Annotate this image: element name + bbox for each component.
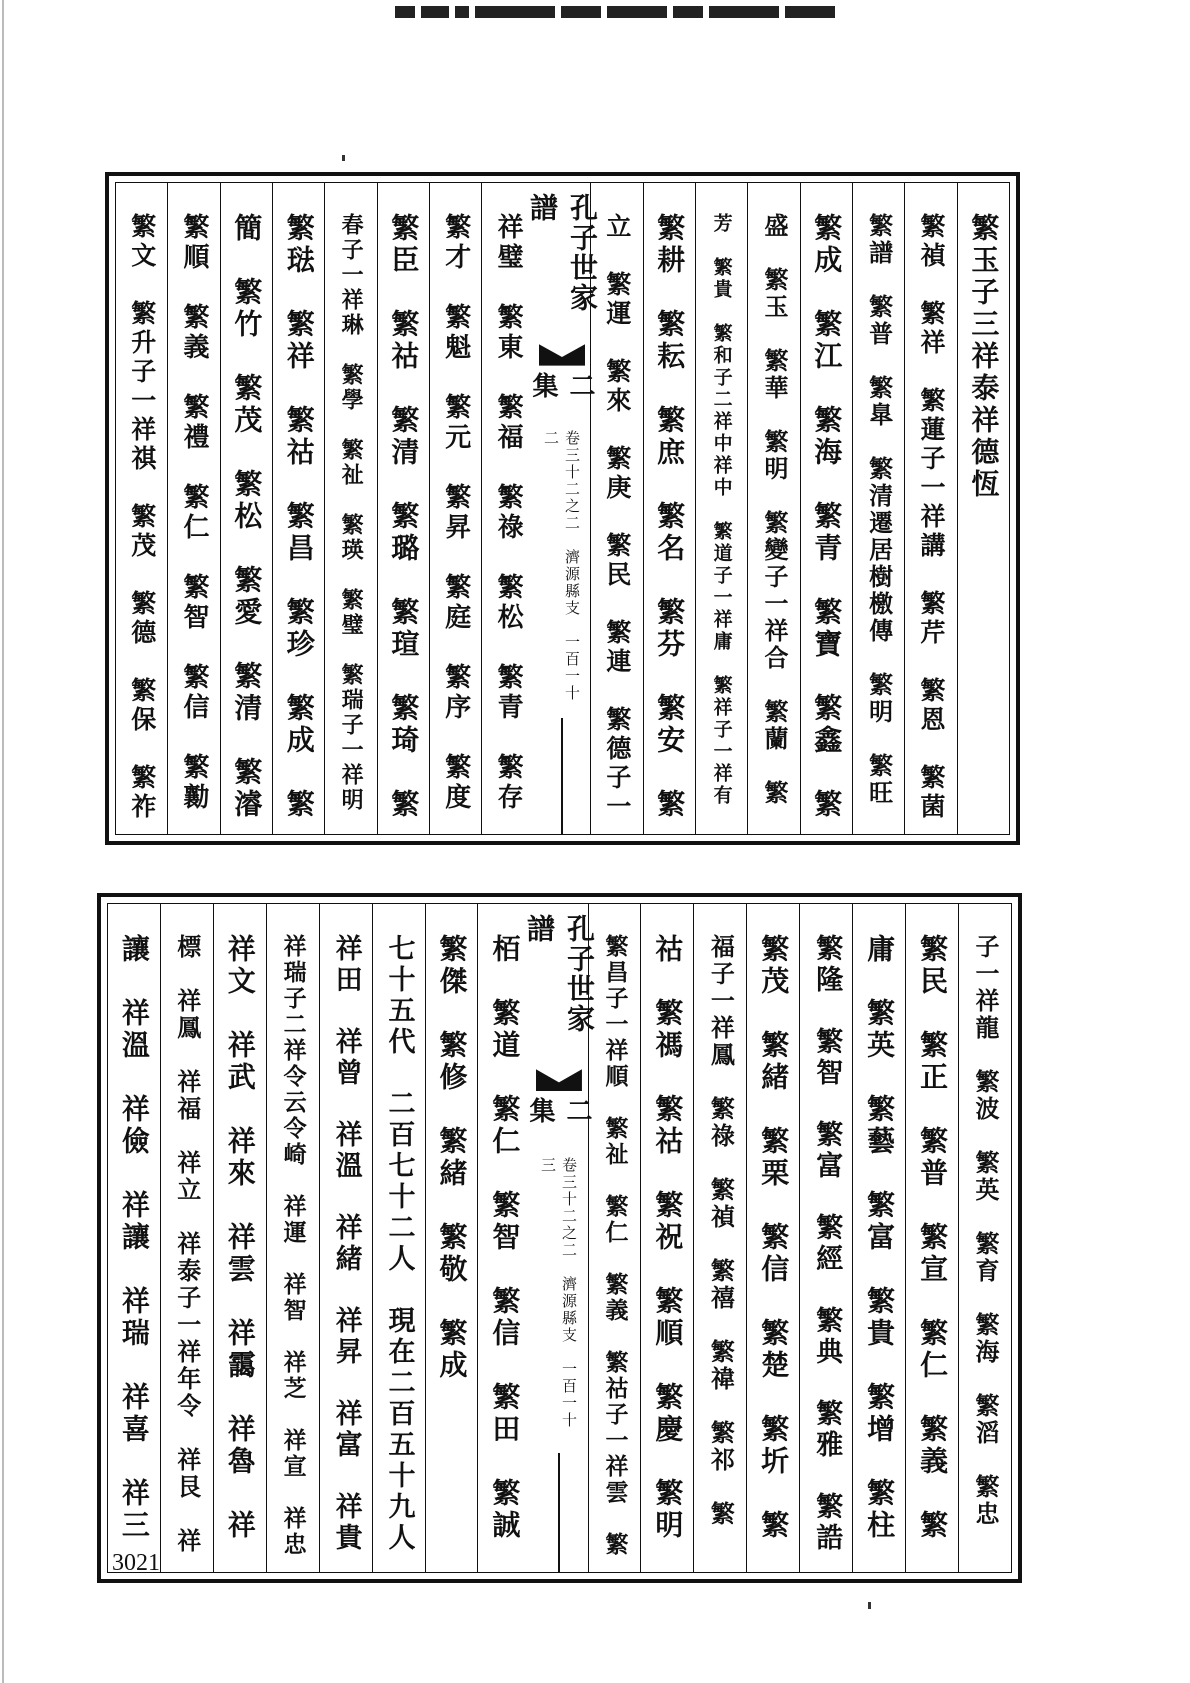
page-number: 3021 xyxy=(112,1550,160,1576)
genealogy-column xyxy=(319,904,372,1572)
spine-volume-info: 卷三十二之二 濟源縣支 一百一十二 xyxy=(542,429,581,702)
genealogy-column xyxy=(958,904,1011,1572)
genealogy-column xyxy=(746,904,799,1572)
genealogy-column xyxy=(477,904,530,1572)
genealogy-column xyxy=(266,904,319,1572)
column-text: 祥田 祥曾 祥溫 祥緒 祥昇 祥富 祥貴 xyxy=(330,934,362,1554)
genealogy-column xyxy=(324,183,376,834)
fish-tail-mark xyxy=(536,1069,582,1091)
column-text: 繁茂 繁緒 繁栗 繁信 繁楚 繁圻 繁 xyxy=(757,934,791,1542)
spine-column xyxy=(526,183,600,834)
column-text: 立 繁運 繁來 繁庚 繁民 繁連 繁德子一 xyxy=(602,213,632,822)
stray-mark xyxy=(868,1602,871,1609)
cropped-header-strip xyxy=(395,4,940,20)
column-text: 繁傑 繁修 繁緒 繁敬 繁成 xyxy=(435,934,469,1382)
column-text: 繁順 繁義 繁禮 繁仁 繁智 繁信 繁勷 xyxy=(179,213,210,813)
genealogy-column xyxy=(800,183,852,834)
genealogy-column xyxy=(429,183,481,834)
column-text: 繁民 繁正 繁普 繁宣 繁仁 繁義 繁 xyxy=(916,934,950,1542)
column-text: 簡 繁竹 繁茂 繁松 繁愛 繁清 繁濬 xyxy=(230,213,264,821)
column-grid-upper xyxy=(115,182,1010,835)
genealogy-column xyxy=(377,183,429,834)
genealogy-column xyxy=(643,183,695,834)
genealogy-column xyxy=(799,904,852,1572)
column-text: 繁琺 繁祥 繁祜 繁昌 繁珍 繁成 繁 xyxy=(282,213,316,821)
column-text: 七十五代 二百七十二人 現在二百五十九人 xyxy=(383,934,415,1554)
genealogy-column xyxy=(852,904,905,1572)
genealogy-column xyxy=(220,183,272,834)
spine-title: 孔子世家譜 xyxy=(526,193,600,313)
spine-collection: 二集 xyxy=(524,1097,592,1124)
column-grid-lower xyxy=(107,903,1012,1573)
spine-title: 孔子世家譜 xyxy=(522,914,596,1034)
column-text: 芳 繁貴 繁和子二祥中祥中 繁道子一祥庸 繁祥子一祥有 xyxy=(710,213,733,807)
fish-tail-mark xyxy=(539,344,585,365)
genealogy-column xyxy=(160,904,213,1572)
genealogy-column xyxy=(108,904,160,1572)
column-text: 祥文 祥武 祥來 祥雲 祥靄 祥魯 祥 xyxy=(223,934,257,1542)
column-text: 盛 繁玉 繁華 繁明 繁變子一祥合 繁蘭 繁 xyxy=(759,213,789,807)
column-text: 繁文 繁升子一祥祺 繁茂 繁德 繁保 繁祚 xyxy=(127,213,157,822)
genealogy-column xyxy=(272,183,324,834)
genealogy-column xyxy=(640,904,693,1572)
column-text: 繁昌子一祥順 繁祉 繁仁 繁義 繁祜子一祥雲 繁 xyxy=(601,934,629,1558)
column-text: 繁禎 繁祥 繁蓮子一祥講 繁芹 繁恩 繁菌 xyxy=(916,213,946,822)
spine-rule xyxy=(561,718,563,834)
column-text: 讓 祥溫 祥儉 祥讓 祥瑞 祥喜 祥三 xyxy=(117,934,151,1542)
column-text: 繁臣 繁祜 繁清 繁璐 繁瑄 繁琦 繁 xyxy=(387,213,421,821)
genealogy-column xyxy=(695,183,747,834)
stray-mark xyxy=(342,155,345,161)
column-text: 繁譜 繁普 繁臯 繁清遷居樹檄傳 繁明 繁旺 xyxy=(864,213,894,807)
genealogy-column xyxy=(481,183,533,834)
column-text: 祜 繁禡 繁祜 繁祝 繁順 繁慶 繁明 xyxy=(651,934,685,1542)
genealogy-column xyxy=(372,904,425,1572)
genealogy-column xyxy=(904,183,956,834)
spine-volume-info: 卷三十二之二 濟源縣支 一百一十三 xyxy=(538,1156,578,1429)
scan-edge-line xyxy=(2,0,4,1683)
genealogy-column xyxy=(116,183,167,834)
genealogy-column xyxy=(213,904,266,1572)
genealogy-column xyxy=(425,904,478,1572)
column-text: 栢 繁道 繁仁 繁智 繁信 繁田 繁誠 xyxy=(488,934,522,1542)
column-text: 繁耕 繁耘 繁庶 繁名 繁芬 繁安 繁 xyxy=(653,213,687,821)
genealogy-column xyxy=(747,183,799,834)
column-text: 子一祥龍 繁波 繁英 繁育 繁海 繁滔 繁忠 xyxy=(971,934,1001,1528)
column-text: 春子一祥琳 繁學 繁祉 繁瑛 繁璧 繁瑞子一祥明 xyxy=(338,213,365,813)
column-text: 庸 繁英 繁藝 繁富 繁貴 繁增 繁柱 xyxy=(863,934,897,1542)
column-text: 繁隆 繁智 繁富 繁經 繁典 繁雅 繁誥 xyxy=(811,934,843,1554)
genealogy-column xyxy=(957,183,1009,834)
column-text: 福子一祥鳳 繁祿 繁禎 繁禧 繁禕 繁祁 繁 xyxy=(706,934,736,1528)
genealogy-page-upper xyxy=(105,172,1020,845)
genealogy-column xyxy=(693,904,746,1572)
genealogy-column xyxy=(905,904,958,1572)
genealogy-column xyxy=(167,183,219,834)
genealogy-column xyxy=(852,183,904,834)
column-text: 標 祥鳳 祥福 祥立 祥泰子一祥年令 祥艮 祥 xyxy=(172,934,202,1555)
spine-rule xyxy=(558,1453,560,1572)
spine-collection: 二集 xyxy=(528,371,596,398)
column-text: 繁玉子三祥泰祥德恆 xyxy=(967,213,1001,501)
column-text: 祥瑞子二祥令云令崎 祥運 祥智 祥芝 祥宣 祥忠 xyxy=(279,934,307,1558)
column-text: 祥璧 繁東 繁福 繁祿 繁松 繁青 繁存 xyxy=(493,213,524,813)
column-text: 繁成 繁江 繁海 繁青 繁寶 繁鑫 繁 xyxy=(810,213,844,821)
genealogy-page-lower xyxy=(97,893,1022,1583)
spine-column xyxy=(522,904,596,1572)
column-text: 繁才 繁魁 繁元 繁昇 繁庭 繁序 繁度 xyxy=(440,213,471,813)
